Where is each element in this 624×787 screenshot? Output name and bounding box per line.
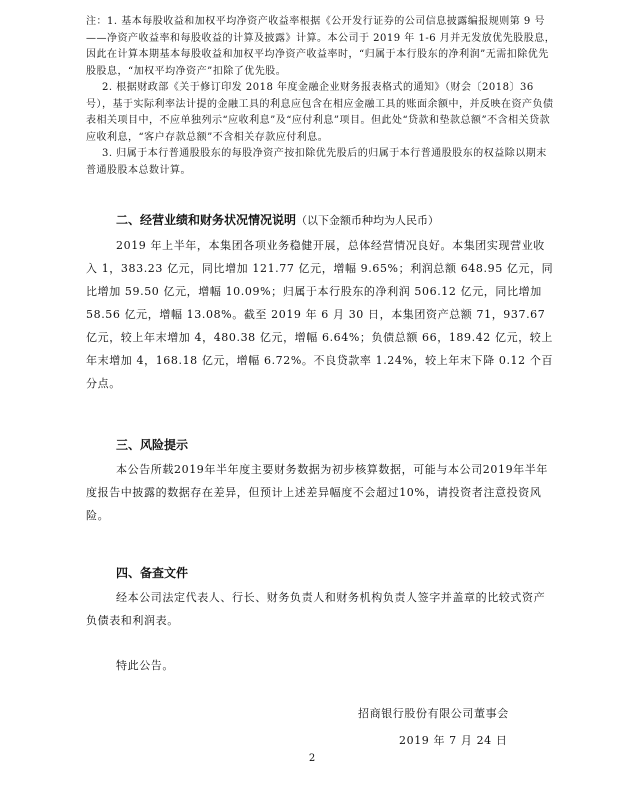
signature-date: 2019 年 7 月 24 日 <box>399 734 508 747</box>
section-3-body: 本公告所载2019年半年度主要财务数据为初步核算数据，可能与本公司2019年半年度报告中披露的数据存在差异，但预计上述差异幅度不会超过10%，请投资者注意投资风险。 <box>86 463 548 522</box>
section-4-heading <box>116 565 188 581</box>
section-3-heading <box>116 437 188 453</box>
signature-org: 招商银行股份有限公司董事会 <box>358 707 509 720</box>
section-2-title: 二、经营业绩和财务状况情况说明 <box>116 213 297 227</box>
section-4-body: 经本公司法定代表人、行长、财务负责人和财务机构负责人签字并盖章的比较式资产负债表和利润表。 <box>86 591 546 627</box>
page-number: 2 <box>308 753 316 764</box>
footnote-2: 2. 根据财政部《关于修订印发 2018 年度金融企业财务报表格式的通知》（财会〔2018〕36 号），基于实际利率法计提的金融工具的利息应包含在相应金融工具的账面余额中，并反映在资产负债表相关项目中，不应单独列示“应收利息”及“应付利息”项目。但此处“贷款和垫款总额”不含相关贷款应收利息，“客户存款总额”不含相关存款应付利息。 <box>86 82 554 143</box>
footnote-3: 3. 归属于本行普通股股东的每股净资产按扣除优先股后的归属于本行普通股股东的权益除以期末普通股股本总数计算。 <box>86 148 547 176</box>
footnotes <box>86 14 556 179</box>
footnote-1: 注：1. 基本每股收益和加权平均净资产收益率根据《公开发行证券的公司信息披露编报规则第 9 号——净资产收益率和每股收益的计算及披露》计算。本公司于 2019 年 1-6 月并无发放优先股股息，因此在计算本期基本每股收益和加权平均净资产收益率时，“归属于本行股东的净利润”无需扣除优先股股息，“加权平均净资产”扣除了优先股。 <box>86 16 556 77</box>
section-2-subtitle: （以下金额币种均为人民币） <box>296 214 440 227</box>
section-3-title: 三、风险提示 <box>116 438 189 452</box>
closing-text: 特此公告。 <box>116 659 174 672</box>
section-2-heading <box>116 212 439 229</box>
section-2-body: 2019 年上半年，本集团各项业务稳健开展，总体经营情况良好。本集团实现营业收入 1，383.23 亿元，同比增加 121.77 亿元，增幅 9.65%；利润总额 648.95 亿元，同比增加 59.50 亿元，增幅 10.09%；归属于本行股东的净利润 506.12 亿元，同比增加 58.56 亿元，增幅 13.08%。截至 2019 年 6 月 30 日，本集团资产总额 71，937.67 亿元，较上年末增加 4，480.38 亿元，增幅 6.64%；负债总额 66，189.42 亿元，较上年末增加 4，168.18 亿元，增幅 6.72%。不良贷款率 1.24%，较上年末下降 0.12 个百分点。 <box>86 239 554 390</box>
section-4-title: 四、备查文件 <box>116 566 189 580</box>
